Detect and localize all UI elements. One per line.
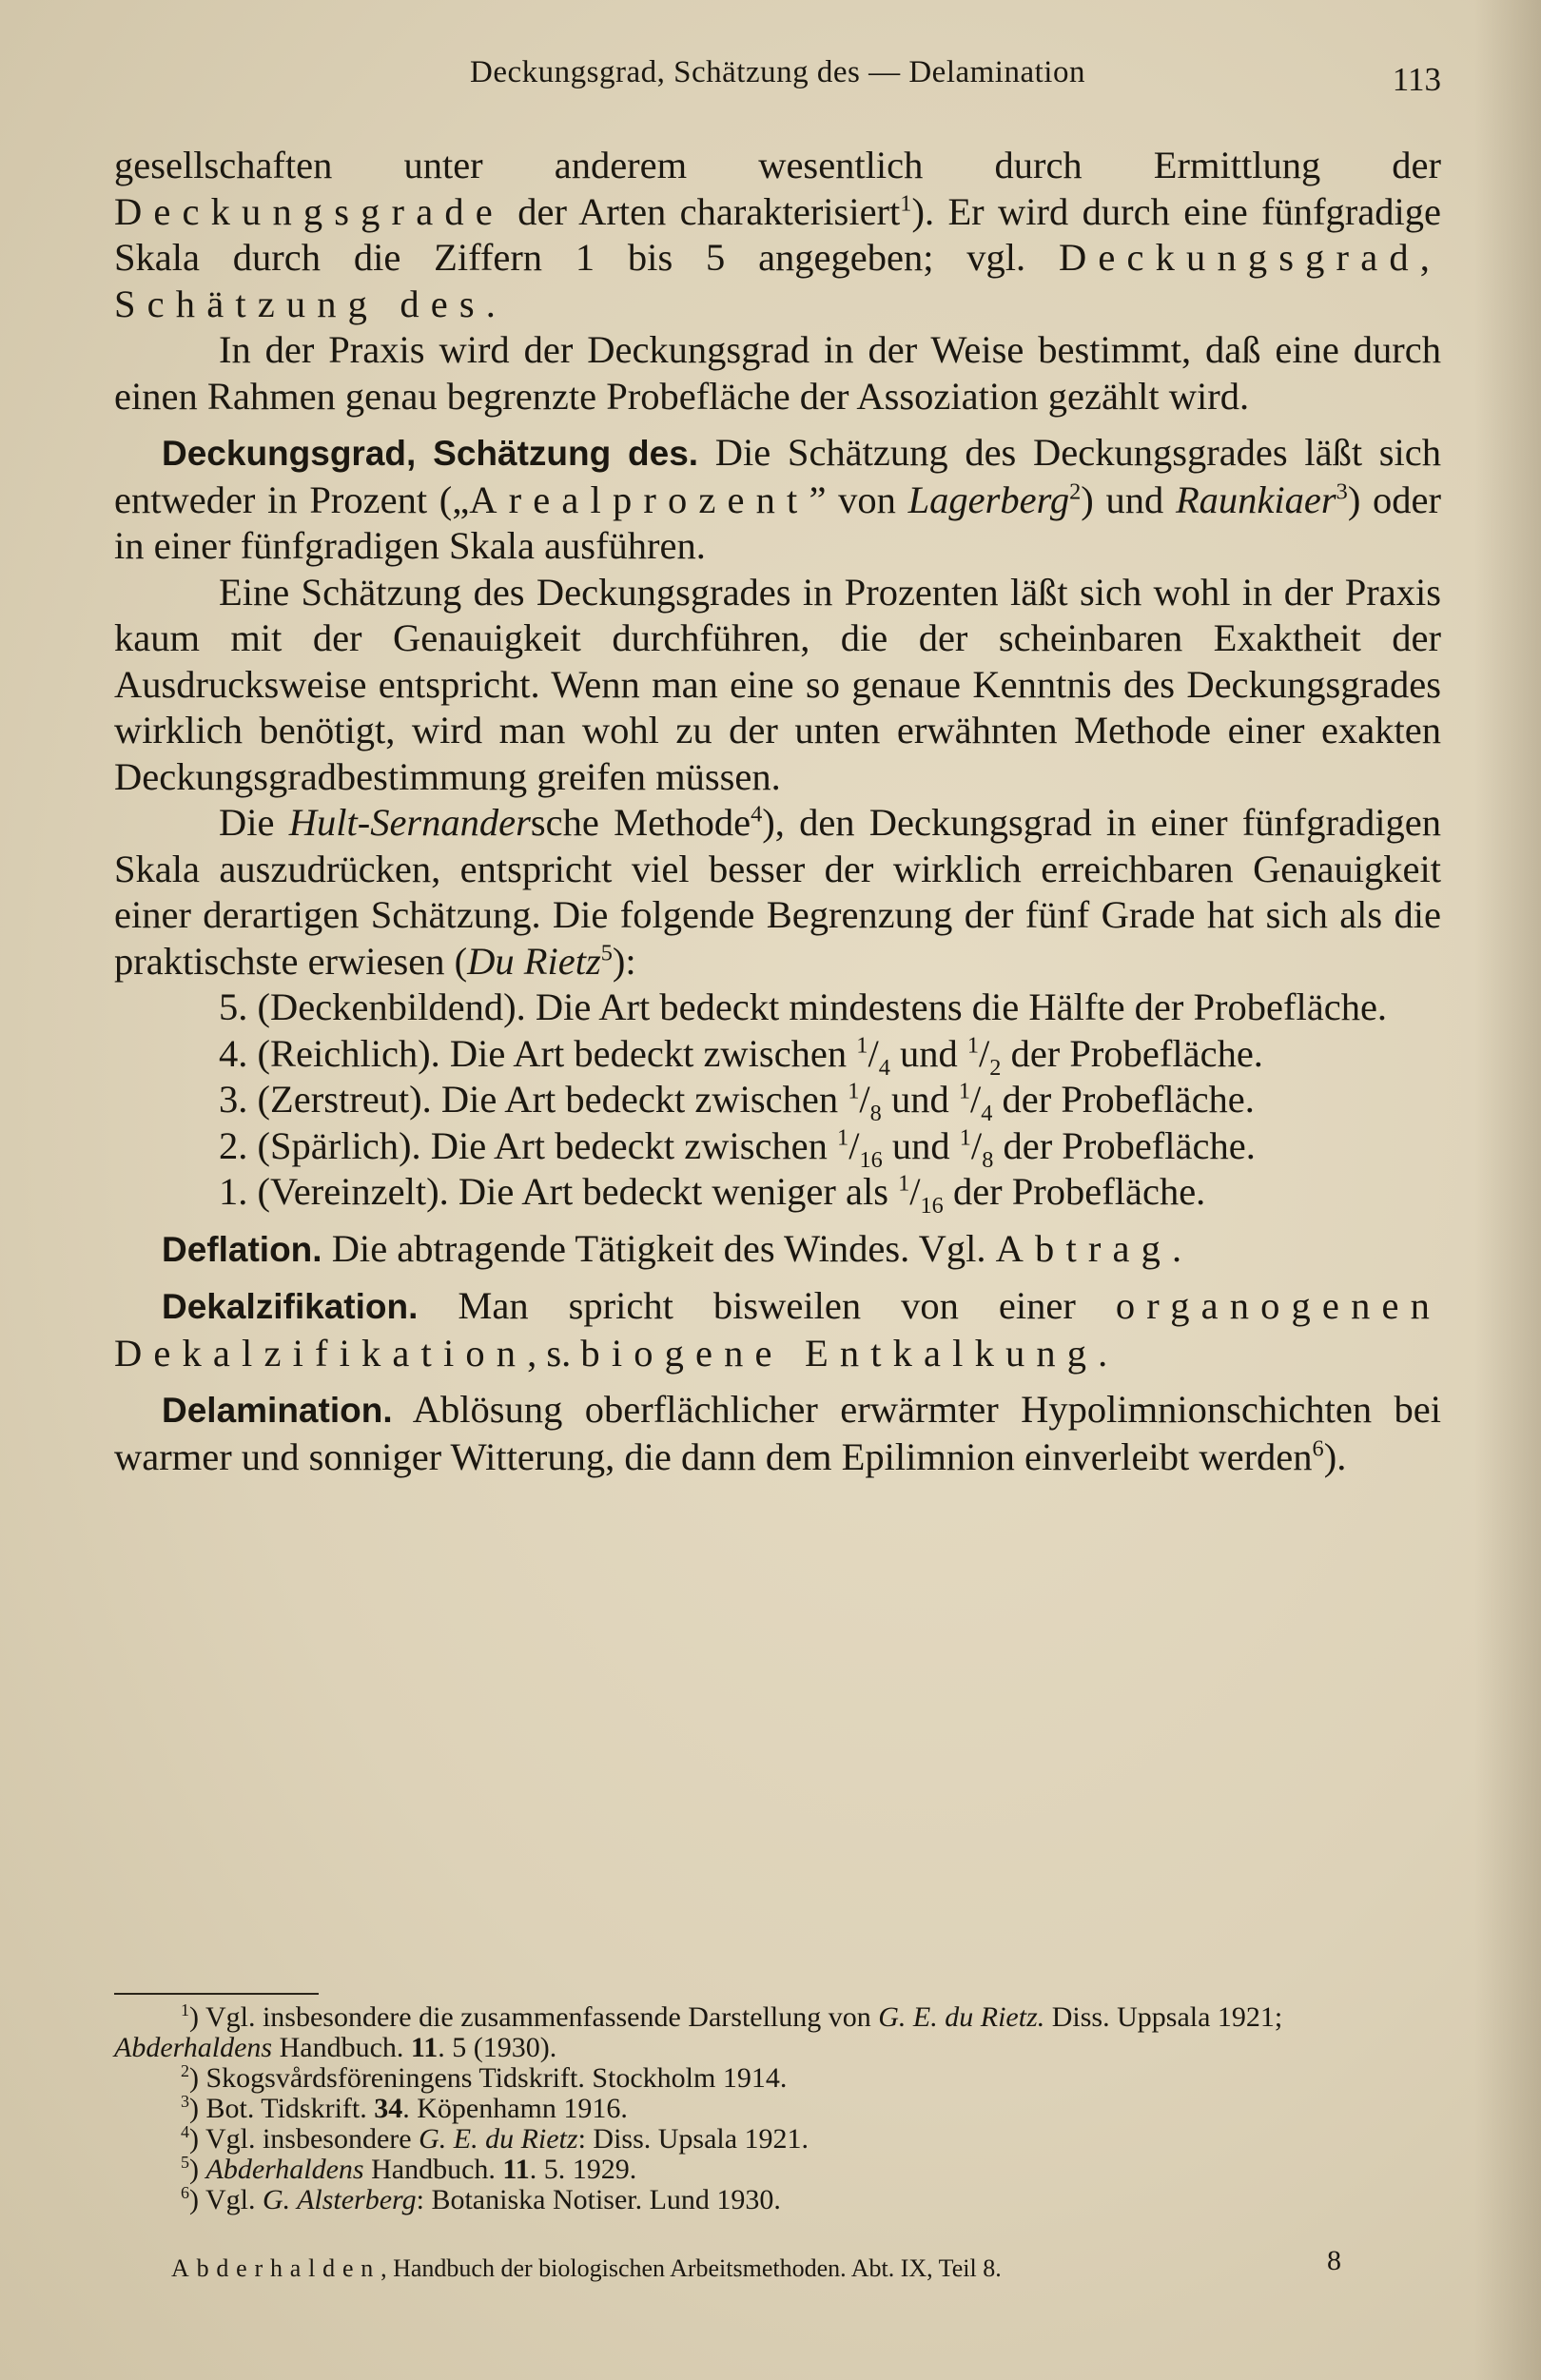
paragraph-praxis: In der Praxis wird der Deckungsgrad in der Weise bestimmt, daß eine durch einen Rahmen genau begrenzte Probefläche der Assoziation gezählt wird.	[114, 328, 1441, 418]
grade-4: 4. (Reichlich). Die Art bedeckt zwischen $^1/_4$ und $^1/_2$ der Probefläche.	[219, 1031, 1263, 1081]
entry-delamination: Delamination. Ablösung oberflächlicher erwärmter Hypolimnionschichten bei warmer und sonniger Witterung, die dann dem Epilimnion einverleibt werden$^6$).	[114, 1388, 1441, 1478]
entry-dekalzifikation: Dekalzifikation. Man spricht bisweilen von einer organogenen Dekalzifikation, s. biogene Entkalkung.	[114, 1284, 1441, 1375]
footnote-6: $^6$) Vgl. G. Alsterberg: Botaniska Notiser. Lund 1930.	[181, 2183, 781, 2215]
entry-term: Deckungsgrad, Schätzung des.	[162, 434, 699, 473]
author-name: Raunkiaer	[1175, 478, 1336, 521]
cross-reference: biogene Entkalkung.	[580, 1331, 1120, 1375]
entry-deflation: Deflation. Die abtragende Tätigkeit des Windes. Vgl. Abtrag.	[162, 1226, 1194, 1270]
cross-reference: Deckungsgrad, Schätzung des.	[114, 236, 1441, 325]
fraction: $^1/_{16}$	[898, 1170, 944, 1219]
author-name: Hult-Sernander	[288, 801, 531, 844]
footnote-ref: 1	[900, 190, 912, 216]
fraction: $^1/_4$	[958, 1078, 993, 1127]
entry-term: Deflation.	[162, 1229, 322, 1269]
publication-line: Abderhalden, Handbuch der biologischen Arbeitsmethoden. Abt. IX, Teil 8.	[171, 2254, 1002, 2282]
grade-2: 2. (Spärlich). Die Art bedeckt zwischen $^1/_{16}$ und $^1/_8$ der Probefläche.	[219, 1123, 1256, 1173]
author-name: Du Rietz	[467, 939, 601, 983]
footnote-divider	[114, 1993, 319, 1995]
entry-term: Delamination.	[162, 1391, 393, 1430]
grade-1: 1. (Vereinzelt). Die Art bedeckt weniger als $^1/_{16}$ der Probefläche.	[219, 1170, 1206, 1219]
footnotes	[114, 2002, 1441, 2215]
footnote-5: $^5$) Abderhaldens Handbuch. 11. 5. 1929.	[181, 2153, 637, 2185]
footnote-ref: 3	[1336, 478, 1348, 504]
paragraph-methode: Die Hult-Sernandersche Methode$^4$), den Deckungsgrad in einer fünfgradigen Skala auszudrücken, entspricht viel besser der wirklich erreichbaren Genauigkeit einer derartigen Schätzung. Die folgende Begrenzung der fünf Grade hat sich als die praktischste erwiesen (Du Rietz$^5$):	[114, 801, 1441, 983]
running-head: Deckungsgrad, Schätzung des — Delamination	[470, 55, 1085, 89]
footnote-ref: 2	[1069, 478, 1082, 504]
entry-term: Dekalzifikation.	[162, 1287, 419, 1326]
footnote-3: $^3$) Bot. Tidskrift. 34. Köpenhamn 1916.	[181, 2092, 628, 2124]
grade-3: 3. (Zerstreut). Die Art bedeckt zwischen $^1/_8$ und $^1/_4$ der Probefläche.	[219, 1078, 1255, 1127]
paragraph-continuation: gesellschaften unter anderem wesentlich durch Ermittlung der Deckungsgrade der Arten charakterisiert$^1$). Er wird durch eine fünfgradige Skala durch die Ziffern 1 bis 5 angegeben; vgl. Deckungsgrad, Schätzung des.	[114, 144, 1441, 325]
grade-5: 5. (Deckenbildend). Die Art bedeckt mindestens die Hälfte der Probefläche.	[219, 985, 1388, 1028]
footnote-4: $^4$) Vgl. insbesondere G. E. du Rietz: Diss. Upsala 1921.	[181, 2122, 810, 2155]
page-header	[114, 55, 1441, 103]
fraction: $^1/_2$	[966, 1031, 1002, 1081]
paragraph-prozent: Eine Schätzung des Deckungsgrades in Prozenten läßt sich wohl in der Praxis kaum mit der Genauigkeit durchführen, die der scheinbaren Exaktheit der Ausdrucksweise entspricht. Wenn man eine so genaue Kenntnis des Deckungsgrades wirklich benötigt, wird man wohl zu der unten erwähnten Methode einer exakten Deckungsgradbestimmung greifen müssen.	[114, 570, 1441, 798]
fraction: $^1/_4$	[856, 1031, 890, 1081]
footnote-ref: 6	[1312, 1435, 1324, 1461]
entry-deckungsgrad-schaetzung: Deckungsgrad, Schätzung des. Die Schätzung des Deckungsgrades läßt sich entweder in Prozent („Arealprozent” von Lagerberg$^2$) und Raunkiaer$^3$) oder in einer fünfgradigen Skala ausführen.	[114, 431, 1441, 567]
fraction: $^1/_8$	[848, 1078, 882, 1127]
main-text	[114, 143, 1441, 1480]
page-number: 113	[1392, 61, 1441, 98]
footnote-ref: 5	[600, 940, 613, 966]
footnote-ref: 4	[751, 801, 763, 828]
footnote-1: $^1$) Vgl. insbesondere die zusammenfassende Darstellung von G. E. du Rietz. Diss. Uppsala 1921; Abderhaldens Handbuch. 11. 5 (1930).	[114, 2000, 1283, 2063]
footnote-2: $^2$) Skogsvårdsföreningens Tidskrift. Stockholm 1914.	[181, 2061, 788, 2094]
fraction: $^1/_{16}$	[837, 1123, 883, 1173]
author-name: Lagerberg	[907, 478, 1070, 521]
fraction: $^1/_8$	[959, 1123, 994, 1173]
signature-mark: 8	[1327, 2245, 1341, 2276]
cross-reference: Abtrag.	[995, 1226, 1194, 1270]
